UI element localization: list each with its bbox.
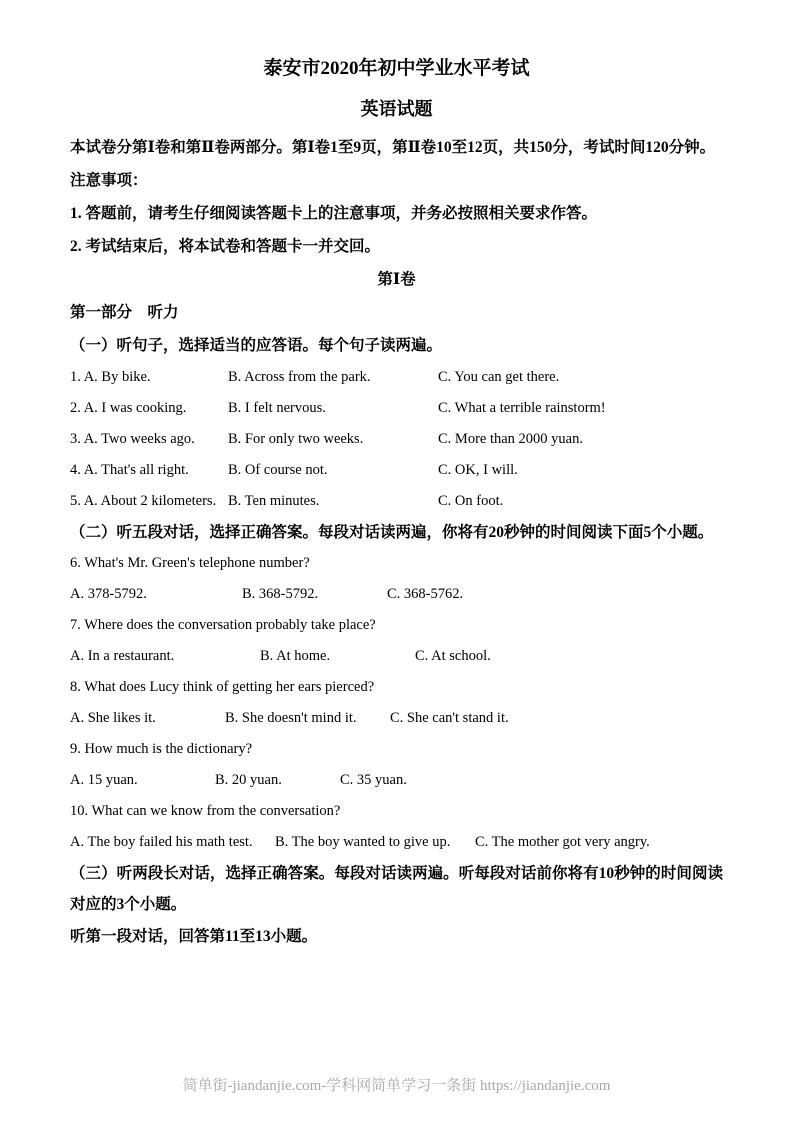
question-6-option-b: B. 368-5792. — [242, 586, 319, 602]
question-8-options — [70, 703, 723, 734]
question-9-options — [70, 765, 723, 796]
question-9-option-c: C. 35 yuan. — [340, 772, 407, 788]
section3-heading: （三）听两段长对话，选择正确答案。每段对话读两遍。听每段对话前你将有10秒钟的时间阅读对应的3个小题。 — [70, 865, 723, 913]
question-10-options — [70, 827, 723, 858]
question-9-option-a: A. 15 yuan. — [70, 772, 138, 788]
question-9-option-b: B. 20 yuan. — [215, 772, 282, 788]
question-5-option-c: C. On foot. — [438, 493, 504, 509]
question-row-1 — [70, 362, 723, 393]
question-3-option-c: C. More than 2000 yuan. — [438, 431, 583, 447]
question-8-option-b: B. She doesn't mind it. — [225, 710, 357, 726]
question-2-option-a: 2. A. I was cooking. — [70, 400, 187, 416]
question-7-option-b: B. At home. — [260, 648, 331, 664]
question-2-option-b: B. I felt nervous. — [228, 400, 326, 416]
question-6-text: 6. What's Mr. Green's telephone number? — [70, 555, 310, 571]
question-8-option-c: C. She can't stand it. — [390, 710, 509, 726]
question-10-option-b: B. The boy wanted to give up. — [275, 834, 451, 850]
question-5-option-b: B. Ten minutes. — [228, 493, 320, 509]
question-4-option-a: 4. A. That's all right. — [70, 462, 189, 478]
question-row-3 — [70, 424, 723, 455]
question-7-option-a: A. In a restaurant. — [70, 648, 175, 664]
footer-watermark: 简单街-jiandanjie.com-学科网简单学习一条街 https://jiandanjie.com — [182, 1078, 611, 1094]
question-5-option-a: 5. A. About 2 kilometers. — [70, 493, 217, 509]
question-row-2 — [70, 393, 723, 424]
question-2-option-c: C. What a terrible rainstorm! — [438, 400, 606, 416]
question-6-options — [70, 579, 723, 610]
question-1-option-a: 1. A. By bike. — [70, 369, 151, 385]
question-8-option-a: A. She likes it. — [70, 710, 156, 726]
question-9-text: 9. How much is the dictionary? — [70, 741, 253, 757]
question-6-option-a: A. 378-5792. — [70, 586, 147, 602]
section2-heading: （二）听五段对话，选择正确答案。每段对话读两遍，你将有20秒钟的时间阅读下面5个小题。 — [70, 524, 714, 541]
question-8-text: 8. What does Lucy think of getting her ears pierced? — [70, 679, 375, 695]
question-1-option-b: B. Across from the park. — [228, 369, 371, 385]
question-10-text: 10. What can we know from the conversation? — [70, 803, 341, 819]
note-item-1: 1. 答题前，请考生仔细阅读答题卡上的注意事项，并务必按照相关要求作答。 — [70, 205, 598, 222]
volume-heading: 第Ⅰ卷 — [377, 271, 416, 288]
question-3-option-b: B. For only two weeks. — [228, 431, 364, 447]
question-3-option-a: 3. A. Two weeks ago. — [70, 431, 195, 447]
question-4-option-b: B. Of course not. — [228, 462, 328, 478]
question-6-option-c: C. 368-5762. — [387, 586, 464, 602]
page-title: 泰安市2020年初中学业水平考试 — [263, 58, 530, 79]
question-1-option-c: C. You can get there. — [438, 369, 560, 385]
question-row-5 — [70, 486, 723, 517]
intro-paragraph: 本试卷分第Ⅰ卷和第Ⅱ卷两部分。第Ⅰ卷1至9页，第Ⅱ卷10至12页，共150分，考试时间120分钟。 — [70, 139, 716, 156]
question-10-option-c: C. The mother got very angry. — [475, 834, 650, 850]
question-7-option-c: C. At school. — [415, 648, 491, 664]
section1-heading: （一）听句子，选择适当的应答语。每个句子读两遍。 — [70, 337, 443, 354]
page-subtitle: 英语试题 — [360, 99, 433, 119]
question-7-text: 7. Where does the conversation probably take place? — [70, 617, 376, 633]
note-item-2: 2. 考试结束后，将本试卷和答题卡一并交回。 — [70, 238, 381, 255]
question-7-options — [70, 641, 723, 672]
question-4-option-c: C. OK, I will. — [438, 462, 518, 478]
section3-subheading: 听第一段对话，回答第11至13小题。 — [70, 928, 318, 945]
part1-heading: 第一部分 听力 — [70, 304, 179, 321]
notes-heading: 注意事项： — [70, 172, 148, 189]
question-10-option-a: A. The boy failed his math test. — [70, 834, 253, 850]
question-row-4 — [70, 455, 723, 486]
